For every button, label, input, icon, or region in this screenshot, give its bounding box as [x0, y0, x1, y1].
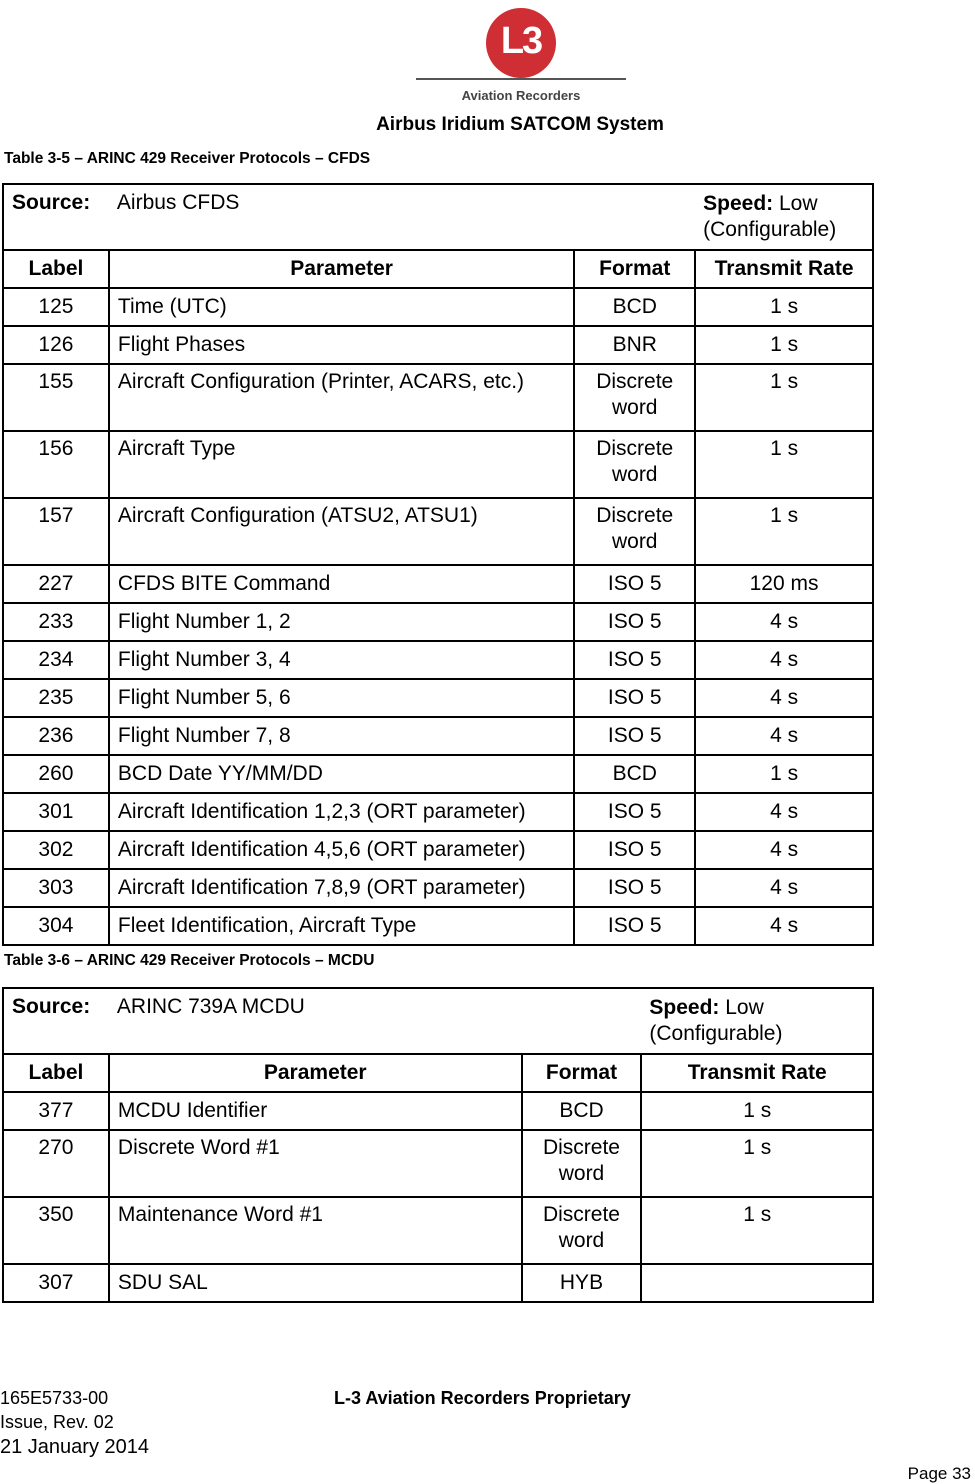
cell-parameter: Flight Phases — [109, 326, 574, 364]
cell-label: 125 — [3, 288, 109, 326]
table-row — [3, 1130, 873, 1197]
cell-label: 157 — [3, 498, 109, 565]
cell-parameter: Time (UTC) — [109, 288, 574, 326]
cell-label: 307 — [3, 1264, 109, 1302]
table-source-row — [3, 184, 873, 250]
cell-label: 233 — [3, 603, 109, 641]
table-row — [3, 1264, 873, 1302]
source-label: Source: — [3, 184, 109, 250]
cell-parameter: CFDS BITE Command — [109, 565, 574, 603]
table-row — [3, 717, 873, 755]
cell-format: ISO 5 — [574, 565, 695, 603]
cell-transmit-rate: 1 s — [641, 1092, 873, 1130]
cell-parameter: Flight Number 5, 6 — [109, 679, 574, 717]
cell-label: 260 — [3, 755, 109, 793]
cell-label: 350 — [3, 1197, 109, 1264]
logo-mark-text: L3 — [500, 20, 542, 62]
table-cfds — [2, 183, 874, 946]
cell-parameter: BCD Date YY/MM/DD — [109, 755, 574, 793]
table-body — [3, 1092, 873, 1302]
cell-parameter: Maintenance Word #1 — [109, 1197, 522, 1264]
cell-format: ISO 5 — [574, 793, 695, 831]
footer-date: 21 January 2014 — [0, 1436, 150, 1458]
cell-transmit-rate: 1 s — [641, 1130, 873, 1197]
table-row — [3, 288, 873, 326]
table-header-row — [3, 250, 873, 288]
cell-label: 155 — [3, 364, 109, 431]
footer-page-number: Page 33 — [907, 1464, 971, 1483]
table-row — [3, 498, 873, 565]
cell-format: BCD — [574, 288, 695, 326]
logo-divider — [416, 78, 626, 80]
logo-subtitle: Aviation Recorders — [461, 88, 581, 103]
table-row — [3, 869, 873, 907]
table-row — [3, 907, 873, 945]
cell-format: BNR — [574, 326, 695, 364]
cell-parameter: Aircraft Type — [109, 431, 574, 498]
cell-format: Discrete word — [574, 431, 695, 498]
cell-parameter: Aircraft Identification 4,5,6 (ORT parameter) — [109, 831, 574, 869]
cell-transmit-rate: 1 s — [695, 431, 873, 498]
cell-transmit-rate — [641, 1264, 873, 1302]
cell-transmit-rate: 120 ms — [695, 565, 873, 603]
table-row — [3, 1092, 873, 1130]
column-header: Parameter — [109, 250, 574, 288]
cell-format: Discrete word — [522, 1130, 642, 1197]
cell-format: ISO 5 — [574, 831, 695, 869]
speed-cell — [695, 184, 873, 250]
table-mcdu — [2, 987, 874, 1303]
speed-value: Low — [779, 192, 818, 215]
cell-format: BCD — [574, 755, 695, 793]
cell-parameter: SDU SAL — [109, 1264, 522, 1302]
table-row — [3, 1197, 873, 1264]
cell-parameter: Aircraft Identification 1,2,3 (ORT parameter) — [109, 793, 574, 831]
cell-format: ISO 5 — [574, 907, 695, 945]
cell-format: ISO 5 — [574, 679, 695, 717]
cell-label: 156 — [3, 431, 109, 498]
cell-format: Discrete word — [574, 364, 695, 431]
cell-transmit-rate: 1 s — [695, 364, 873, 431]
speed-value: Low — [725, 996, 764, 1019]
cell-parameter: Fleet Identification, Aircraft Type — [109, 907, 574, 945]
table-row — [3, 755, 873, 793]
source-value: Airbus CFDS — [109, 184, 695, 250]
cell-format: ISO 5 — [574, 603, 695, 641]
cell-label: 377 — [3, 1092, 109, 1130]
cell-format: ISO 5 — [574, 641, 695, 679]
table-body — [3, 288, 873, 945]
cell-label: 236 — [3, 717, 109, 755]
logo-mark — [486, 8, 556, 78]
cell-label: 304 — [3, 907, 109, 945]
cell-label: 227 — [3, 565, 109, 603]
cell-format: BCD — [522, 1092, 642, 1130]
cell-label: 270 — [3, 1130, 109, 1197]
cell-parameter: Aircraft Configuration (Printer, ACARS, etc.) — [109, 364, 574, 431]
cell-transmit-rate: 4 s — [695, 603, 873, 641]
cell-transmit-rate: 4 s — [695, 679, 873, 717]
cell-label: 303 — [3, 869, 109, 907]
cell-label: 235 — [3, 679, 109, 717]
table-row — [3, 431, 873, 498]
cell-transmit-rate: 4 s — [695, 793, 873, 831]
cell-label: 301 — [3, 793, 109, 831]
column-header: Transmit Rate — [641, 1054, 873, 1092]
speed-note: (Configurable) — [703, 218, 837, 241]
column-header: Transmit Rate — [695, 250, 873, 288]
cell-parameter: Flight Number 1, 2 — [109, 603, 574, 641]
cell-parameter: MCDU Identifier — [109, 1092, 522, 1130]
cell-transmit-rate: 4 s — [695, 907, 873, 945]
table-row — [3, 793, 873, 831]
table-row — [3, 641, 873, 679]
table-row — [3, 603, 873, 641]
source-value: ARINC 739A MCDU — [109, 988, 641, 1054]
source-label: Source: — [3, 988, 109, 1054]
table-row — [3, 364, 873, 431]
table-row — [3, 831, 873, 869]
table-row — [3, 565, 873, 603]
cell-transmit-rate: 1 s — [695, 755, 873, 793]
cell-parameter: Aircraft Configuration (ATSU2, ATSU1) — [109, 498, 574, 565]
table-row — [3, 326, 873, 364]
cell-transmit-rate: 4 s — [695, 641, 873, 679]
cell-format: HYB — [522, 1264, 642, 1302]
cell-format: ISO 5 — [574, 869, 695, 907]
cell-parameter: Aircraft Identification 7,8,9 (ORT parameter) — [109, 869, 574, 907]
l3-logo — [416, 8, 626, 104]
cell-label: 126 — [3, 326, 109, 364]
column-header: Label — [3, 250, 109, 288]
table-caption-cfds: Table 3-5 – ARINC 429 Receiver Protocols – CFDS — [4, 150, 371, 167]
cell-format: ISO 5 — [574, 717, 695, 755]
cell-transmit-rate: 1 s — [695, 326, 873, 364]
cell-parameter: Discrete Word #1 — [109, 1130, 522, 1197]
column-header: Label — [3, 1054, 109, 1092]
table-header-row — [3, 1054, 873, 1092]
cell-parameter: Flight Number 7, 8 — [109, 717, 574, 755]
cell-transmit-rate: 1 s — [695, 288, 873, 326]
table-row — [3, 679, 873, 717]
cell-transmit-rate: 4 s — [695, 869, 873, 907]
cell-transmit-rate: 1 s — [695, 498, 873, 565]
cell-transmit-rate: 4 s — [695, 831, 873, 869]
footer-proprietary: L-3 Aviation Recorders Proprietary — [334, 1388, 631, 1408]
document-title: Airbus Iridium SATCOM System — [376, 114, 664, 135]
column-header: Parameter — [109, 1054, 522, 1092]
footer-doc-number: 165E5733-00 — [0, 1388, 109, 1408]
speed-label: Speed: — [703, 192, 774, 215]
cell-transmit-rate: 1 s — [641, 1197, 873, 1264]
speed-label: Speed: — [649, 996, 720, 1019]
cell-label: 302 — [3, 831, 109, 869]
footer-issue: Issue, Rev. 02 — [0, 1412, 114, 1432]
cell-format: Discrete word — [522, 1197, 642, 1264]
table-source-row — [3, 988, 873, 1054]
cell-transmit-rate: 4 s — [695, 717, 873, 755]
column-header: Format — [574, 250, 695, 288]
cell-parameter: Flight Number 3, 4 — [109, 641, 574, 679]
cell-label: 234 — [3, 641, 109, 679]
cell-format: Discrete word — [574, 498, 695, 565]
speed-note: (Configurable) — [649, 1022, 783, 1045]
table-caption-mcdu: Table 3-6 – ARINC 429 Receiver Protocols – MCDU — [4, 952, 375, 969]
speed-cell — [641, 988, 873, 1054]
column-header: Format — [522, 1054, 642, 1092]
